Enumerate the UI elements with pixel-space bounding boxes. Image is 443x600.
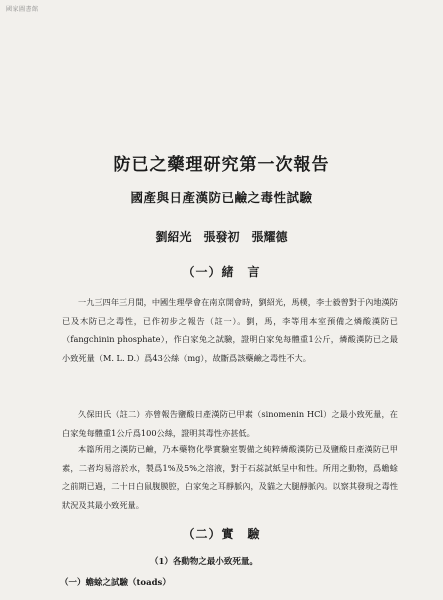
toad-experiment-label: （一）蟾蜍之試驗（toads） bbox=[60, 578, 171, 588]
intro-paragraph-2: 久保田氏（註二）亦曾報告鹽酸日產漢防已甲素（sinomenin HCl）之最小致死量，在白家兔每體重1公斤爲100公絲，證明其毒性亦甚低。 bbox=[62, 409, 398, 438]
experiment-subheading: （1）各動物之最小致死量。 bbox=[150, 557, 258, 567]
paper-title: 防已之藥理研究第一次報告 bbox=[113, 155, 330, 175]
intro-paragraph-1: 一九三四年三月間，中國生理學會在南京開會時，劉紹光，馬樸，李士毅曾對于內地漢防已及木防已之毒性，已作初步之報告（註一）。劉，馬，李等用本室預備之燐酸漢防已（fangchinin phosphate），作白家兔之試驗，證明白家兔每體重1公斤，燐酸漢防已之最小致死量（M. L. D.）爲43公絲（mg），故斷爲該藥鹼之毒性不大。 bbox=[62, 297, 398, 363]
section-heading-experiment: （二）實 驗 bbox=[182, 527, 261, 541]
section-heading-introduction: （一）緒 言 bbox=[182, 265, 261, 279]
paper-authors: 劉紹光 張發初 張耀德 bbox=[155, 230, 288, 244]
intro-paragraph-3: 本篇所用之漢防已鹼，乃本藥物化學實驗室製備之純粹燐酸漢防已及鹽酸日產漢防已甲素，二者均易溶於水，製爲1%及5%之溶液，對于石蕊試紙呈中和性。所用之動物，爲蟾蜍之前期已過，二十日白鼠腹膜腔，白家兔之耳靜脈內，及貓之大腿靜脈內。以察其發現之毒性狀況及其最小致死量。 bbox=[62, 444, 398, 510]
paper-subtitle: 國產與日產漢防已鹼之毒性試驗 bbox=[130, 190, 313, 205]
library-watermark: 國家圖書館 bbox=[6, 6, 39, 13]
